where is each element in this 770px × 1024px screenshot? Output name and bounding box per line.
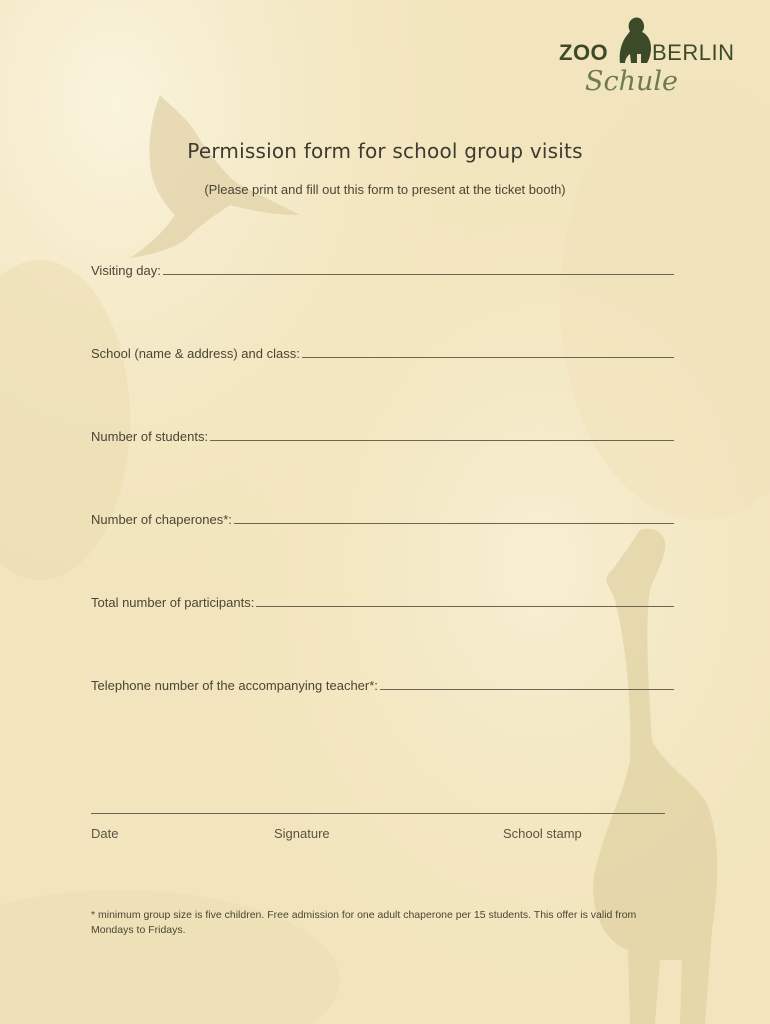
visiting-day-field[interactable] [91,258,674,278]
footnote: * minimum group size is five children. Free admission for one adult chaperone per 15 students. This offer is valid from Mondays to Fridays. [91,909,637,936]
visiting-day-label: Visiting day: [91,263,161,278]
teacher-telephone-label: Telephone number of the accompanying teacher*: [91,678,378,693]
signature-line[interactable] [91,813,665,814]
school-line[interactable] [302,344,674,358]
number-of-students-line[interactable] [210,427,674,441]
form-subtitle: (Please print and fill out this form to present at the ticket booth) [204,182,566,197]
school-label: School (name & address) and class: [91,346,300,361]
gorilla-icon [617,16,653,64]
number-of-chaperones-line[interactable] [234,510,674,524]
total-participants-line[interactable] [256,593,674,607]
total-participants-label: Total number of participants: [91,595,255,610]
number-of-students-field[interactable] [91,424,674,444]
visiting-day-line[interactable] [163,261,674,275]
logo-zoo-text: ZOO [559,40,609,65]
teacher-telephone-line[interactable] [380,676,674,690]
number-of-chaperones-label: Number of chaperones*: [91,512,232,527]
zoo-berlin-logo [555,14,745,104]
total-participants-field[interactable] [91,590,674,610]
number-of-students-label: Number of students: [91,429,209,444]
logo-berlin-text: BERLIN [652,40,735,65]
school-stamp-label: School stamp [503,826,582,841]
form-title: Permission form for school group visits [187,139,583,163]
number-of-chaperones-field[interactable] [91,507,674,527]
teacher-telephone-field[interactable] [91,673,674,693]
logo-schule-text: Schule [585,66,679,97]
signature-label: Signature [274,826,330,841]
date-label: Date [91,826,119,841]
school-field[interactable] [91,341,674,361]
